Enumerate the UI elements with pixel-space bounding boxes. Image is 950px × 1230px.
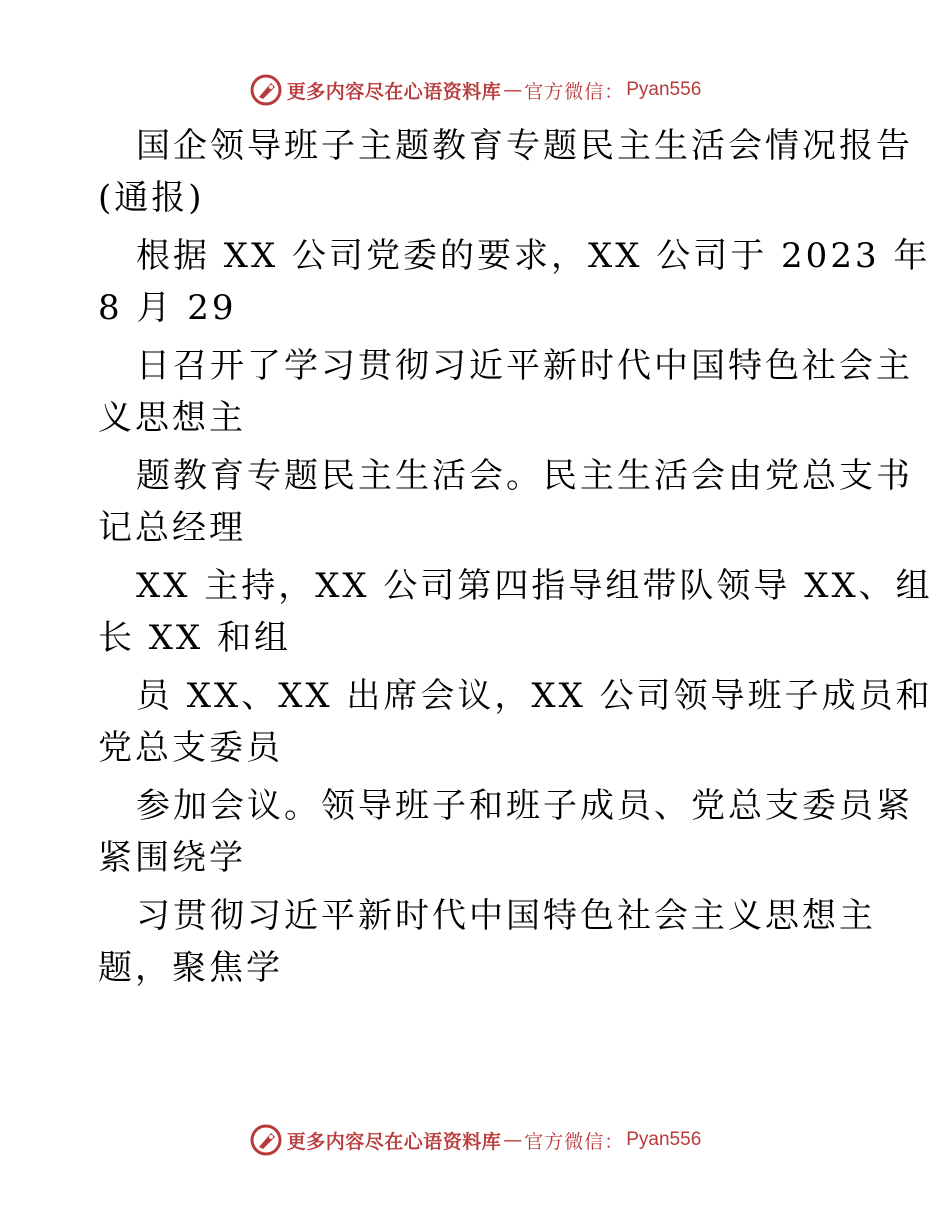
- pen-nib-circle-icon: [249, 1123, 283, 1157]
- promo-dash: —: [503, 1129, 523, 1151]
- doc-line: 题，聚焦学: [98, 948, 283, 988]
- doc-line: 根据 XX 公司党委的要求，XX 公司于 2023 年: [136, 236, 931, 276]
- doc-line: 日召开了学习贯彻习近平新时代中国特色社会主: [136, 346, 913, 386]
- wechat-label: 官方微信：: [524, 80, 625, 103]
- doc-title-continuation: (通报): [98, 178, 205, 218]
- wechat-handle: Pyan556: [626, 79, 702, 100]
- promo-text: 更多内容尽在心语资料库: [286, 80, 502, 103]
- wechat-label: 官方微信：: [524, 1130, 625, 1153]
- doc-line: 紧围绕学: [98, 838, 246, 878]
- pen-nib-circle-icon: [249, 73, 283, 107]
- wechat-handle: Pyan556: [626, 1129, 702, 1150]
- doc-line: 习贯彻习近平新时代中国特色社会主义思想主: [136, 896, 876, 936]
- doc-line: 义思想主: [98, 398, 246, 438]
- promo-dash: —: [503, 79, 523, 101]
- header-watermark-banner: [0, 70, 950, 110]
- doc-line: 长 XX 和组: [98, 618, 292, 658]
- doc-line: 题教育专题民主生活会。民主生活会由党总支书: [136, 456, 913, 496]
- document-body: [98, 120, 933, 994]
- doc-line: 8 月 29: [98, 288, 237, 328]
- doc-line: 党总支委员: [98, 728, 283, 768]
- footer-watermark-banner: [0, 1120, 950, 1160]
- doc-line: XX 主持，XX 公司第四指导组带队领导 XX、组: [136, 566, 933, 606]
- doc-line: 参加会议。领导班子和班子成员、党总支委员紧: [136, 786, 913, 826]
- doc-line: 记总经理: [98, 508, 246, 548]
- promo-text: 更多内容尽在心语资料库: [286, 1130, 502, 1153]
- doc-line: 员 XX、XX 出席会议，XX 公司领导班子成员和: [136, 676, 933, 716]
- doc-title-line: 国企领导班子主题教育专题民主生活会情况报告: [136, 126, 913, 166]
